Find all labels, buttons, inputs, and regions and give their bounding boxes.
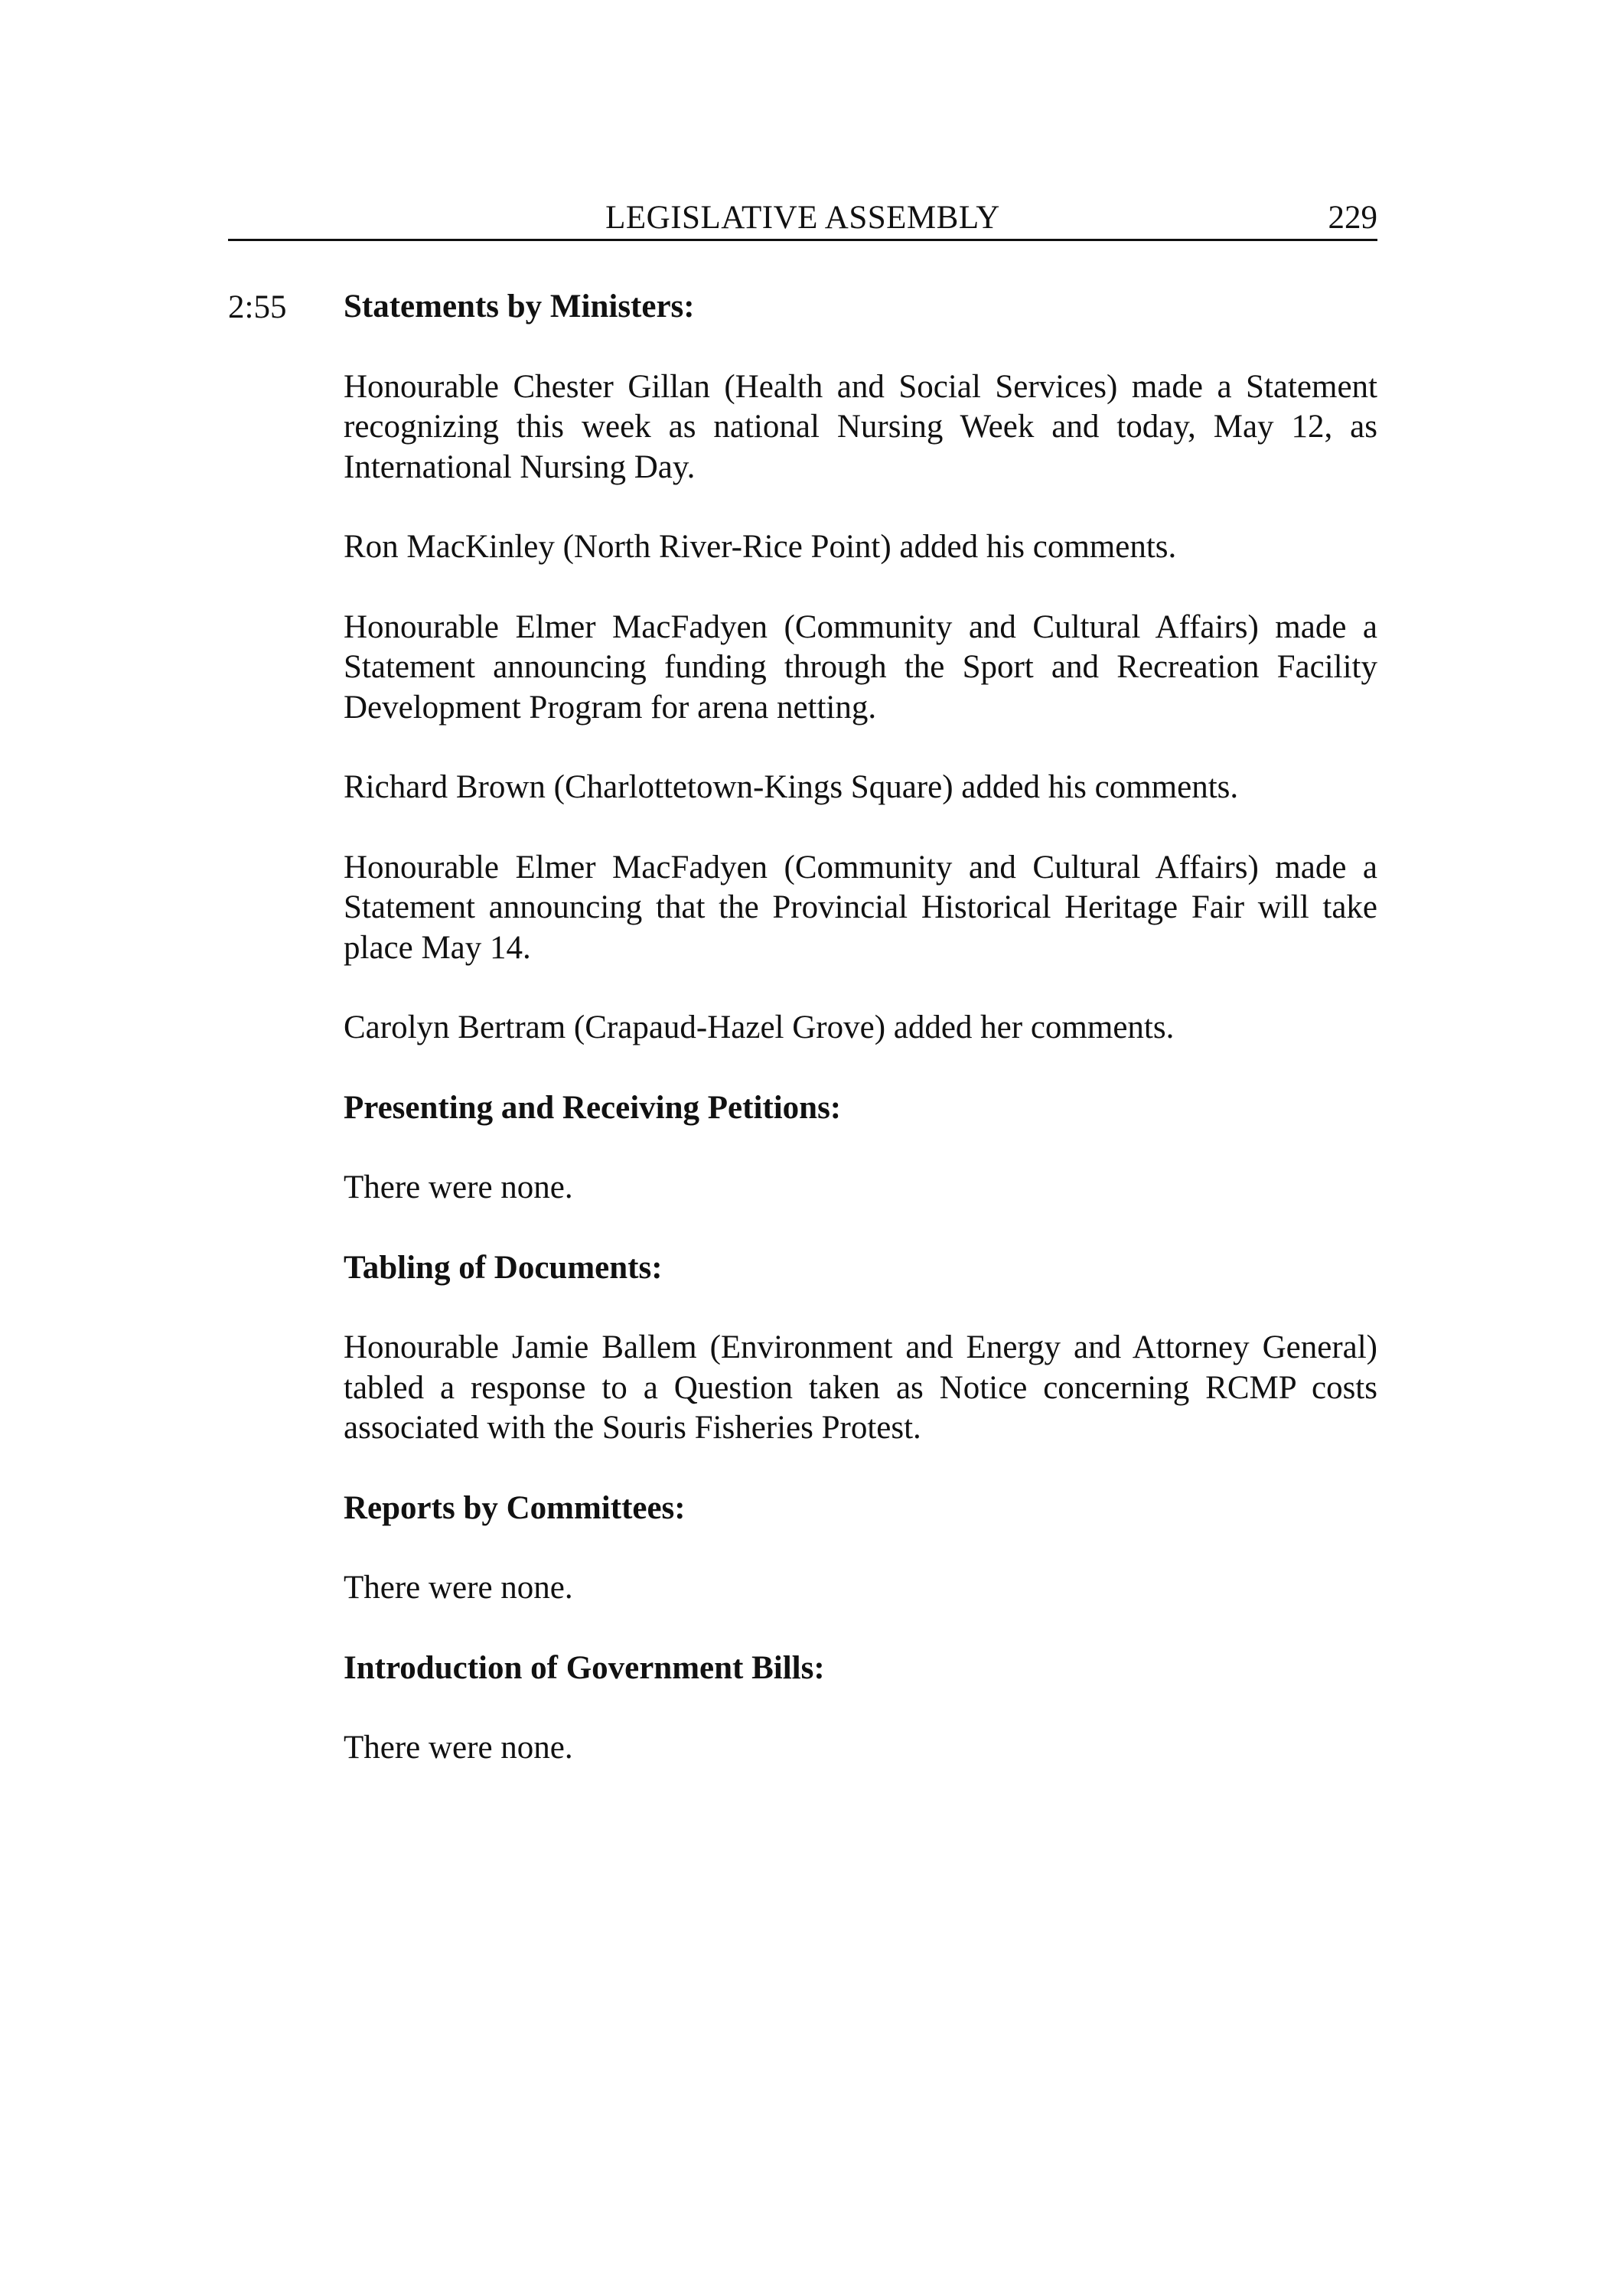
page-header: [228, 197, 1377, 241]
paragraph: Honourable Elmer MacFadyen (Community and Cultural Affairs) made a Statement announcing funding through the Sport and Recreation Facility Development Program for arena netting.: [344, 608, 1377, 726]
paragraph: Honourable Chester Gillan (Health and Social Services) made a Statement recognizing this week as national Nursing Week and today, May 12, as International Nursing Day.: [344, 368, 1377, 485]
paragraph: There were none.: [344, 1730, 573, 1766]
section-reports-by-committees: [344, 1489, 1377, 1609]
paragraph: There were none.: [344, 1169, 573, 1205]
header-title: LEGISLATIVE ASSEMBLY: [605, 200, 1000, 236]
paragraph: Richard Brown (Charlottetown-Kings Square) added his comments.: [344, 769, 1239, 805]
section-tabling-of-documents: [344, 1248, 1377, 1449]
paragraph: There were none.: [344, 1570, 573, 1606]
section-heading: Statements by Ministers:: [344, 289, 695, 325]
section-heading: Tabling of Documents:: [344, 1249, 663, 1286]
time-stamp: 2:55: [228, 289, 287, 325]
section-statements-by-ministers: [344, 287, 1377, 1049]
paragraph: Ron MacKinley (North River-Rice Point) added his comments.: [344, 529, 1177, 565]
paragraph: Honourable Jamie Ballem (Environment and Energy and Attorney General) tabled a response to a Question taken as Notice concerning RCMP costs associated with the Souris Fisheries Protest.: [344, 1329, 1377, 1446]
paragraph: Honourable Elmer MacFadyen (Community and Cultural Affairs) made a Statement announcing that the Provincial Historical Heritage Fair will take place May 14.: [344, 849, 1377, 966]
section-heading: Introduction of Government Bills:: [344, 1649, 825, 1686]
section-heading: Reports by Committees:: [344, 1489, 686, 1526]
paragraph: Carolyn Bertram (Crapaud-Hazel Grove) added her comments.: [344, 1009, 1175, 1045]
section-heading: Presenting and Receiving Petitions:: [344, 1089, 842, 1126]
section-government-bills: [344, 1649, 1377, 1769]
page-number: 229: [1328, 200, 1377, 236]
section-petitions: [344, 1088, 1377, 1208]
document-body: [344, 287, 1377, 1808]
